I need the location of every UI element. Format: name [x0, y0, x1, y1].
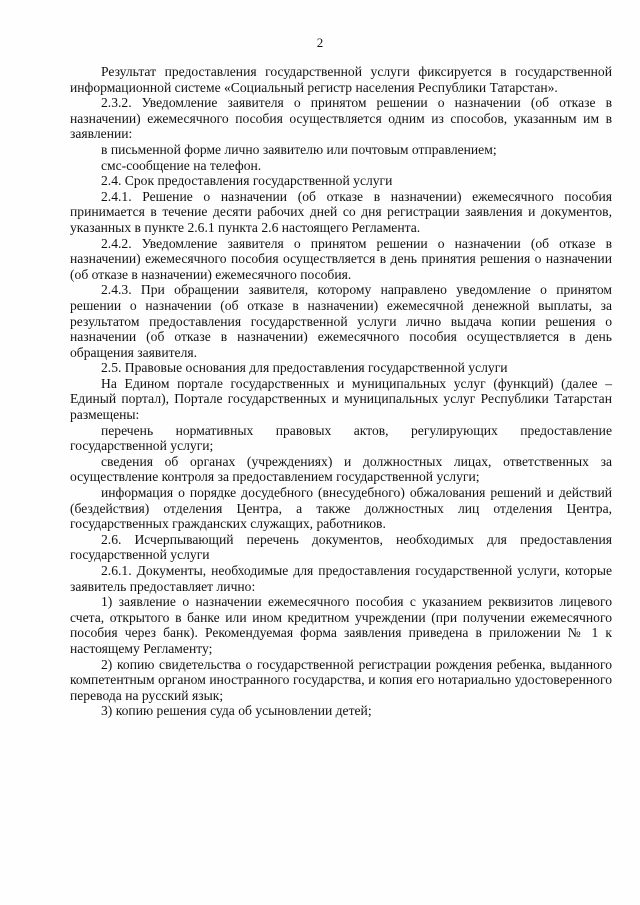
- paragraph-2-4-2: 2.4.2. Уведомление заявителя о принятом решении о назначении (об отказе в назначении) ежемесячного пособия осуществляется в день принятия решения о назначении (об отказе в назначении) ежемесячного пособия.: [70, 235, 612, 282]
- section-heading-2-4: 2.4. Срок предоставления государственной услуги: [101, 173, 393, 189]
- paragraph-2-4-3: 2.4.3. При обращении заявителя, которому направлено уведомление о принятом решении о назначении (об отказе в назначении) ежемесячной денежной выплаты, за результатом предоставления государственной услуги лично выдача копии решения о назначении (об отказе в назначении) ежемесячного пособия осуществляется в день обращения заявителя.: [70, 282, 612, 360]
- document-body: [70, 64, 612, 719]
- document-item-3: 3) копию решения суда об усыновлении детей;: [101, 703, 372, 719]
- list-item-appeal-procedure: информация о порядке досудебного (внесудебного) обжалования решений и действий (бездействия) отделения Центра, а также должностных лиц отделения Центра, государственных гражданских служащих, работников.: [70, 485, 612, 532]
- page-number: 2: [316, 35, 324, 50]
- notification-method-written: в письменной форме лично заявителю или почтовым отправлением;: [101, 141, 497, 157]
- paragraph-2-3-2: 2.3.2. Уведомление заявителя о принятом решении о назначении (об отказе в назначении) ежемесячного пособия осуществляется одним из способов, указанным им в заявлении:: [70, 95, 612, 142]
- paragraph-2-4-1: 2.4.1. Решение о назначении (об отказе в назначении) ежемесячного пособия принимается в течение десяти рабочих дней со дня регистрации заявления и документов, указанных в пункте 2.6.1 пункта 2.6 настоящего Регламента.: [70, 188, 612, 235]
- paragraph-portal-info: На Едином портале государственных и муниципальных услуг (функций) (далее – Единый портал), Портале государственных и муниципальных услуг Республики Татарстан размещены:: [70, 375, 612, 423]
- document-item-2: 2) копию свидетельства о государственной регистрации рождения ребенка, выданного компетентным органом иностранного государства, и копия его нотариально удостоверенного перевода на русский язык;: [70, 656, 612, 703]
- list-item-legal-acts: перечень нормативных правовых актов, регулирующих предоставление государственной услуги;: [70, 422, 612, 454]
- list-item-responsible-bodies: сведения об органах (учреждениях) и должностных лицах, ответственных за осуществление контроля за предоставлением государственной услуги;: [70, 453, 612, 485]
- section-heading-2-5: 2.5. Правовые основания для предоставления государственной услуги: [101, 360, 508, 376]
- notification-method-sms: смс-сообщение на телефон.: [101, 157, 262, 173]
- document-item-1: 1) заявление о назначении ежемесячного пособия с указанием реквизитов лицевого счета, открытого в банке или ином кредитном учреждении (при получении ежемесячного пособия через банк). Рекомендуемая форма заявления приведена в приложении № 1 к настоящему Регламенту;: [70, 594, 612, 656]
- paragraph-result-fixation: Результат предоставления государственной услуги фиксируется в государственной информационной системе «Социальный регистр населения Республики Татарстан».: [70, 64, 612, 95]
- section-heading-2-6: 2.6. Исчерпывающий перечень документов, необходимых для предоставления государственной услуги: [70, 531, 612, 563]
- paragraph-2-6-1: 2.6.1. Документы, необходимые для предоставления государственной услуги, которые заявитель предоставляет лично:: [70, 563, 612, 594]
